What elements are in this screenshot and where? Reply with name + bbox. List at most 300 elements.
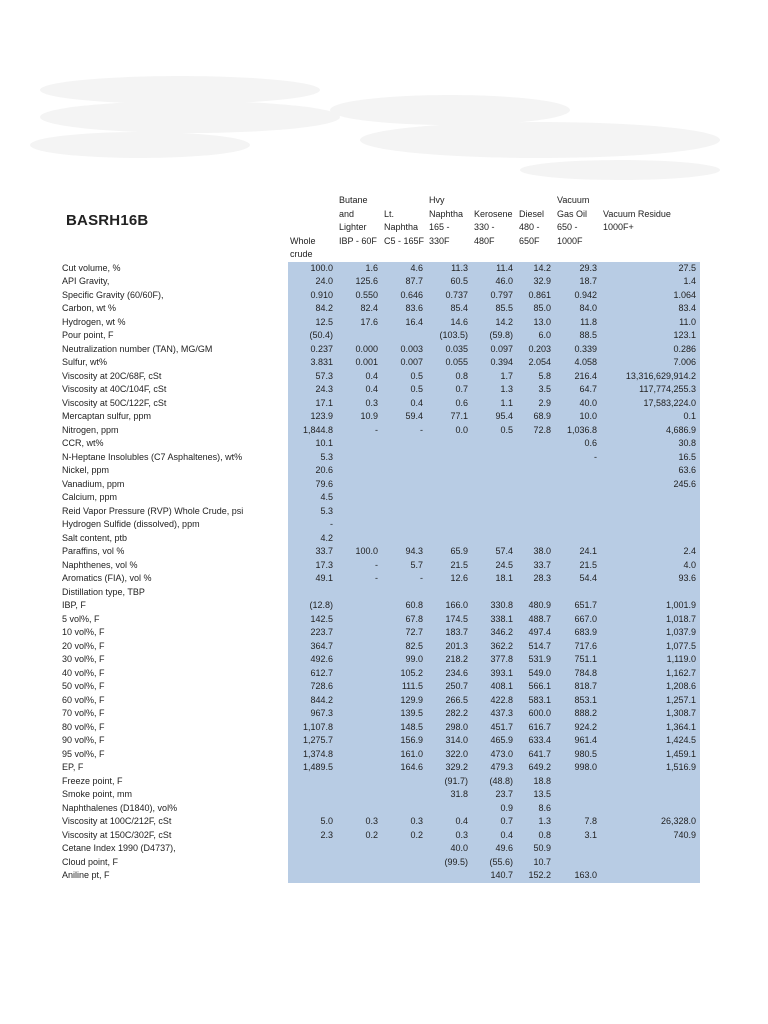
cell-value: 0.9 xyxy=(472,802,517,816)
column-header-line xyxy=(288,221,337,235)
cell-value xyxy=(337,842,382,856)
cell-value: - xyxy=(382,572,427,586)
cell-value: 1,107.8 xyxy=(288,721,337,735)
cell-value: 111.5 xyxy=(382,680,427,694)
cell-value: 1,308.7 xyxy=(601,707,700,721)
cell-value: 0.001 xyxy=(337,356,382,370)
column-header-line xyxy=(472,248,517,262)
cell-value: 0.5 xyxy=(472,424,517,438)
table-row xyxy=(62,478,700,492)
cell-value xyxy=(601,775,700,789)
cell-value: 72.8 xyxy=(517,424,555,438)
cell-value xyxy=(555,856,601,870)
row-label: 20 vol%, F xyxy=(62,640,105,651)
column-header-line: 650 - xyxy=(557,222,578,232)
cell-value xyxy=(517,505,555,519)
cell-value: (55.6) xyxy=(472,856,517,870)
cell-value: 77.1 xyxy=(427,410,472,424)
cell-value: 818.7 xyxy=(555,680,601,694)
cell-value xyxy=(517,532,555,546)
cell-value: 105.2 xyxy=(382,667,427,681)
cell-value: 314.0 xyxy=(427,734,472,748)
column-header-line: 165 - xyxy=(429,222,450,232)
cell-value xyxy=(555,788,601,802)
cell-value: (50.4) xyxy=(288,329,337,343)
cell-value xyxy=(427,586,472,600)
cell-value: 0.8 xyxy=(517,829,555,843)
cell-value xyxy=(337,464,382,478)
row-label: 90 vol%, F xyxy=(62,735,105,745)
cell-value: 0.3 xyxy=(382,815,427,829)
cell-value: 21.5 xyxy=(427,559,472,573)
row-label: Mercaptan sulfur, ppm xyxy=(62,411,152,421)
cell-value: 10.7 xyxy=(517,856,555,870)
cell-value: 12.6 xyxy=(427,572,472,586)
table-row xyxy=(62,437,700,451)
cell-value: 437.3 xyxy=(472,707,517,721)
column-header-line xyxy=(517,248,555,262)
cell-value: 234.6 xyxy=(427,667,472,681)
row-label: Calcium, ppm xyxy=(62,492,118,502)
row-label: Vanadium, ppm xyxy=(62,478,125,489)
row-label: Hydrogen, wt % xyxy=(62,316,126,327)
cell-value xyxy=(427,802,472,816)
cell-value: - xyxy=(555,451,601,465)
cell-value xyxy=(382,842,427,856)
table-row xyxy=(62,842,700,856)
cell-value xyxy=(337,775,382,789)
cell-value: 4.0 xyxy=(601,559,700,573)
cell-value: 3.831 xyxy=(288,356,337,370)
cell-value: 649.2 xyxy=(517,761,555,775)
cell-value: 1,001.9 xyxy=(601,599,700,613)
cell-value: 1,162.7 xyxy=(601,667,700,681)
cell-value: 93.6 xyxy=(601,572,700,586)
cell-value: 853.1 xyxy=(555,694,601,708)
column-header-line: 480 - xyxy=(519,222,540,232)
cell-value: 11.8 xyxy=(555,316,601,330)
cell-value xyxy=(337,518,382,532)
cell-value: 2.054 xyxy=(517,356,555,370)
cell-value: 82.4 xyxy=(337,302,382,316)
row-label: 5 vol%, F xyxy=(62,613,100,624)
cell-value: 266.5 xyxy=(427,694,472,708)
cell-value: 83.6 xyxy=(382,302,427,316)
cell-value: 0.237 xyxy=(288,343,337,357)
column-header-line: Naphtha xyxy=(429,208,464,219)
cell-value: 377.8 xyxy=(472,653,517,667)
cell-value: 24.1 xyxy=(555,545,601,559)
row-label: Viscosity at 40C/104F, cSt xyxy=(62,384,167,394)
cell-value: 0.3 xyxy=(427,829,472,843)
cell-value: 123.1 xyxy=(601,329,700,343)
cell-value: 60.5 xyxy=(427,275,472,289)
cell-value: 140.7 xyxy=(472,869,517,883)
table-row xyxy=(62,383,700,397)
cell-value: 60.8 xyxy=(382,599,427,613)
cell-value: 1,119.0 xyxy=(601,653,700,667)
cell-value xyxy=(601,788,700,802)
row-label: Carbon, wt % xyxy=(62,303,117,313)
row-label: API Gravity, xyxy=(62,276,110,286)
header-line xyxy=(62,235,700,249)
cell-value: 82.5 xyxy=(382,640,427,654)
cell-value: 26,328.0 xyxy=(601,815,700,829)
table-row xyxy=(62,572,700,586)
cell-value xyxy=(555,842,601,856)
column-header-line: and xyxy=(339,208,355,219)
cell-value xyxy=(382,478,427,492)
cell-value: 0.035 xyxy=(427,343,472,357)
cell-value: 0.286 xyxy=(601,343,700,357)
cell-value xyxy=(337,707,382,721)
cell-value xyxy=(472,464,517,478)
column-header-line: 480F xyxy=(474,235,495,246)
cell-value xyxy=(472,437,517,451)
cell-value: 0.4 xyxy=(382,397,427,411)
cell-value: 7.006 xyxy=(601,356,700,370)
cell-value: 683.9 xyxy=(555,626,601,640)
cell-value: 68.9 xyxy=(517,410,555,424)
cell-value: 322.0 xyxy=(427,748,472,762)
cell-value: 87.7 xyxy=(382,275,427,289)
cell-value: 156.9 xyxy=(382,734,427,748)
cell-value: 83.4 xyxy=(601,302,700,316)
row-label: Neutralization number (TAN), MG/GM xyxy=(62,343,213,354)
cell-value: 612.7 xyxy=(288,667,337,681)
cell-value: 2.4 xyxy=(601,545,700,559)
cell-value xyxy=(601,491,700,505)
cell-value: 651.7 xyxy=(555,599,601,613)
cell-value: 393.1 xyxy=(472,667,517,681)
cell-value xyxy=(427,505,472,519)
column-header-line: 1000F xyxy=(557,235,583,246)
cell-value xyxy=(555,491,601,505)
cell-value: 18.8 xyxy=(517,775,555,789)
cell-value xyxy=(337,788,382,802)
cell-value: 298.0 xyxy=(427,721,472,735)
cell-value: 65.9 xyxy=(427,545,472,559)
cell-value: 667.0 xyxy=(555,613,601,627)
cell-value: 924.2 xyxy=(555,721,601,735)
row-label: 40 vol%, F xyxy=(62,667,105,678)
cell-value: 31.8 xyxy=(427,788,472,802)
cell-value: 201.3 xyxy=(427,640,472,654)
cell-value: 12.5 xyxy=(288,316,337,330)
cell-value: 218.2 xyxy=(427,653,472,667)
cell-value xyxy=(472,518,517,532)
cell-value: 479.3 xyxy=(472,761,517,775)
cell-value: 100.0 xyxy=(337,545,382,559)
cell-value: 1,516.9 xyxy=(601,761,700,775)
cell-value: 0.7 xyxy=(472,815,517,829)
cell-value: - xyxy=(337,559,382,573)
cell-value: 33.7 xyxy=(288,545,337,559)
cell-value: 5.3 xyxy=(288,451,337,465)
cell-value: 139.5 xyxy=(382,707,427,721)
cell-value: 117,774,255.3 xyxy=(601,383,700,397)
table-row xyxy=(62,559,700,573)
cell-value: 346.2 xyxy=(472,626,517,640)
column-header-line: Kerosene xyxy=(474,208,513,219)
cell-value: 164.6 xyxy=(382,761,427,775)
cell-value xyxy=(472,532,517,546)
cell-value: 14.2 xyxy=(472,316,517,330)
cell-value: 223.7 xyxy=(288,626,337,640)
cell-value xyxy=(337,451,382,465)
cell-value: 84.0 xyxy=(555,302,601,316)
column-header-line: 330F xyxy=(429,235,450,246)
column-header-line: Gas Oil xyxy=(557,208,588,219)
row-label: 10 vol%, F xyxy=(62,627,105,637)
table-row xyxy=(62,464,700,478)
cell-value: 5.3 xyxy=(288,505,337,519)
cell-value: 16.5 xyxy=(601,451,700,465)
cell-value: 0.007 xyxy=(382,356,427,370)
cell-value: 27.5 xyxy=(601,262,700,276)
row-label: Hydrogen Sulfide (dissolved), ppm xyxy=(62,519,200,529)
cell-value xyxy=(382,329,427,343)
table-row xyxy=(62,424,700,438)
row-label: Aromatics (FIA), vol % xyxy=(62,573,152,583)
cell-value: 99.0 xyxy=(382,653,427,667)
cell-value: 0.203 xyxy=(517,343,555,357)
cell-value: 84.2 xyxy=(288,302,337,316)
cell-value xyxy=(601,842,700,856)
cell-value: 24.0 xyxy=(288,275,337,289)
cell-value xyxy=(517,518,555,532)
cell-value: 28.3 xyxy=(517,572,555,586)
row-label: 30 vol%, F xyxy=(62,654,105,664)
column-header-line xyxy=(288,194,337,208)
cell-value xyxy=(382,802,427,816)
cell-value: 967.3 xyxy=(288,707,337,721)
cell-value: 245.6 xyxy=(601,478,700,492)
cell-value: 1,424.5 xyxy=(601,734,700,748)
row-label: Naphthenes, vol % xyxy=(62,559,138,570)
cell-value: 5.0 xyxy=(288,815,337,829)
cell-value: 29.3 xyxy=(555,262,601,276)
cell-value xyxy=(288,775,337,789)
cell-value: 3.1 xyxy=(555,829,601,843)
row-label: 80 vol%, F xyxy=(62,721,105,732)
cell-value xyxy=(427,532,472,546)
cell-value: 0.3 xyxy=(337,397,382,411)
cell-value: 163.0 xyxy=(555,869,601,883)
cell-value: 844.2 xyxy=(288,694,337,708)
cell-value: 549.0 xyxy=(517,667,555,681)
table-row xyxy=(62,775,700,789)
row-label: Viscosity at 20C/68F, cSt xyxy=(62,370,162,381)
cell-value: 0.003 xyxy=(382,343,427,357)
cell-value xyxy=(472,451,517,465)
column-header-line: Lt. xyxy=(384,208,395,219)
cell-value: 13.5 xyxy=(517,788,555,802)
table-row xyxy=(62,532,700,546)
cell-value: 123.9 xyxy=(288,410,337,424)
column-header-line: Lighter xyxy=(339,222,367,232)
cell-value: 64.7 xyxy=(555,383,601,397)
cell-value: 16.4 xyxy=(382,316,427,330)
cell-value: 362.2 xyxy=(472,640,517,654)
cell-value: 1.3 xyxy=(517,815,555,829)
cell-value: 161.0 xyxy=(382,748,427,762)
cell-value: 2.9 xyxy=(517,397,555,411)
cell-value: - xyxy=(288,518,337,532)
cell-value: 1,077.5 xyxy=(601,640,700,654)
cell-value: 216.4 xyxy=(555,370,601,384)
header-blank xyxy=(62,248,288,262)
cell-value: 282.2 xyxy=(427,707,472,721)
cell-value: 7.8 xyxy=(555,815,601,829)
table-row xyxy=(62,653,700,667)
row-label: Reid Vapor Pressure (RVP) Whole Crude, psi xyxy=(62,505,244,516)
cell-value: 4,686.9 xyxy=(601,424,700,438)
column-header-line: IBP - 60F xyxy=(339,235,377,246)
cell-value: 85.0 xyxy=(517,302,555,316)
cell-value xyxy=(337,505,382,519)
cell-value xyxy=(288,788,337,802)
cell-value: 1,018.7 xyxy=(601,613,700,627)
cell-value: 14.2 xyxy=(517,262,555,276)
cell-value xyxy=(601,586,700,600)
table-row xyxy=(62,329,700,343)
cell-value: 49.6 xyxy=(472,842,517,856)
cell-value xyxy=(517,586,555,600)
cell-value: 0.3 xyxy=(337,815,382,829)
table-row xyxy=(62,829,700,843)
cell-value: 100.0 xyxy=(288,262,337,276)
cell-value: 10.0 xyxy=(555,410,601,424)
table-row xyxy=(62,761,700,775)
cell-value: 49.1 xyxy=(288,572,337,586)
cell-value: 57.3 xyxy=(288,370,337,384)
cell-value xyxy=(382,788,427,802)
column-header-line: Hvy xyxy=(429,195,445,205)
cell-value xyxy=(288,586,337,600)
cell-value: 166.0 xyxy=(427,599,472,613)
cell-value xyxy=(337,653,382,667)
table-row xyxy=(62,302,700,316)
cell-value: 50.9 xyxy=(517,842,555,856)
cell-value: 18.1 xyxy=(472,572,517,586)
cell-value xyxy=(382,775,427,789)
cell-value: 0.942 xyxy=(555,289,601,303)
cell-value xyxy=(337,761,382,775)
cell-value: 0.2 xyxy=(337,829,382,843)
row-label: 60 vol%, F xyxy=(62,694,105,705)
header-line xyxy=(62,194,700,208)
cell-value: 94.3 xyxy=(382,545,427,559)
table-row xyxy=(62,410,700,424)
cell-value: 72.7 xyxy=(382,626,427,640)
cell-value: 492.6 xyxy=(288,653,337,667)
row-label: Aniline pt, F xyxy=(62,870,110,880)
row-label: EP, F xyxy=(62,762,84,772)
cell-value xyxy=(427,478,472,492)
cell-value xyxy=(555,532,601,546)
cell-value: 329.2 xyxy=(427,761,472,775)
cell-value: 633.4 xyxy=(517,734,555,748)
cell-value: 566.1 xyxy=(517,680,555,694)
cell-value xyxy=(555,478,601,492)
assay-title: BASRH16B xyxy=(66,212,149,229)
column-header-line: Diesel xyxy=(519,208,545,219)
cell-value: 33.7 xyxy=(517,559,555,573)
cell-value: 0.4 xyxy=(337,370,382,384)
column-header-line xyxy=(427,248,472,262)
table-row xyxy=(62,626,700,640)
cell-value: 641.7 xyxy=(517,748,555,762)
cell-value: 14.6 xyxy=(427,316,472,330)
row-label: Paraffins, vol % xyxy=(62,546,125,556)
table-row xyxy=(62,680,700,694)
cell-value: 17.6 xyxy=(337,316,382,330)
cell-value: 0.797 xyxy=(472,289,517,303)
column-header-line: 1000F+ xyxy=(603,222,634,232)
column-header-line: 330 - xyxy=(474,222,495,232)
cell-value: 1.1 xyxy=(472,397,517,411)
cell-value: 0.000 xyxy=(337,343,382,357)
cell-value xyxy=(337,437,382,451)
table-row xyxy=(62,667,700,681)
cell-value xyxy=(382,491,427,505)
cell-value: (12.8) xyxy=(288,599,337,613)
column-header-line xyxy=(601,235,700,249)
cell-value: 46.0 xyxy=(472,275,517,289)
table-row xyxy=(62,869,700,883)
cell-value xyxy=(337,734,382,748)
row-label: Distillation type, TBP xyxy=(62,586,145,597)
cell-value: 30.8 xyxy=(601,437,700,451)
cell-value xyxy=(601,869,700,883)
cell-value: (103.5) xyxy=(427,329,472,343)
cell-value: 998.0 xyxy=(555,761,601,775)
row-label: 50 vol%, F xyxy=(62,681,105,691)
table-row xyxy=(62,694,700,708)
cell-value: 21.5 xyxy=(555,559,601,573)
cell-value xyxy=(555,464,601,478)
cell-value: 4.5 xyxy=(288,491,337,505)
cell-value: 129.9 xyxy=(382,694,427,708)
cell-value: 54.4 xyxy=(555,572,601,586)
cell-value: 728.6 xyxy=(288,680,337,694)
cell-value: - xyxy=(337,572,382,586)
row-label: N-Heptane Insolubles (C7 Asphaltenes), wt% xyxy=(62,451,243,462)
cell-value xyxy=(427,869,472,883)
cell-value: 10.1 xyxy=(288,437,337,451)
cell-value: 740.9 xyxy=(601,829,700,843)
column-header-line: 650F xyxy=(519,235,540,246)
cell-value: 67.8 xyxy=(382,613,427,627)
cell-value: 6.0 xyxy=(517,329,555,343)
cell-value: 0.5 xyxy=(382,370,427,384)
cell-value: 1,489.5 xyxy=(288,761,337,775)
cell-value: 17,583,224.0 xyxy=(601,397,700,411)
cell-value: 480.9 xyxy=(517,599,555,613)
cell-value xyxy=(601,802,700,816)
cell-value: (99.5) xyxy=(427,856,472,870)
cell-value: 4.058 xyxy=(555,356,601,370)
cell-value xyxy=(288,842,337,856)
blurred-logo-watermark xyxy=(20,55,730,195)
cell-value xyxy=(472,491,517,505)
row-label: Naphthalenes (D1840), vol% xyxy=(62,802,178,813)
cell-value xyxy=(337,329,382,343)
cell-value xyxy=(337,680,382,694)
cell-value xyxy=(382,505,427,519)
cell-value xyxy=(337,640,382,654)
